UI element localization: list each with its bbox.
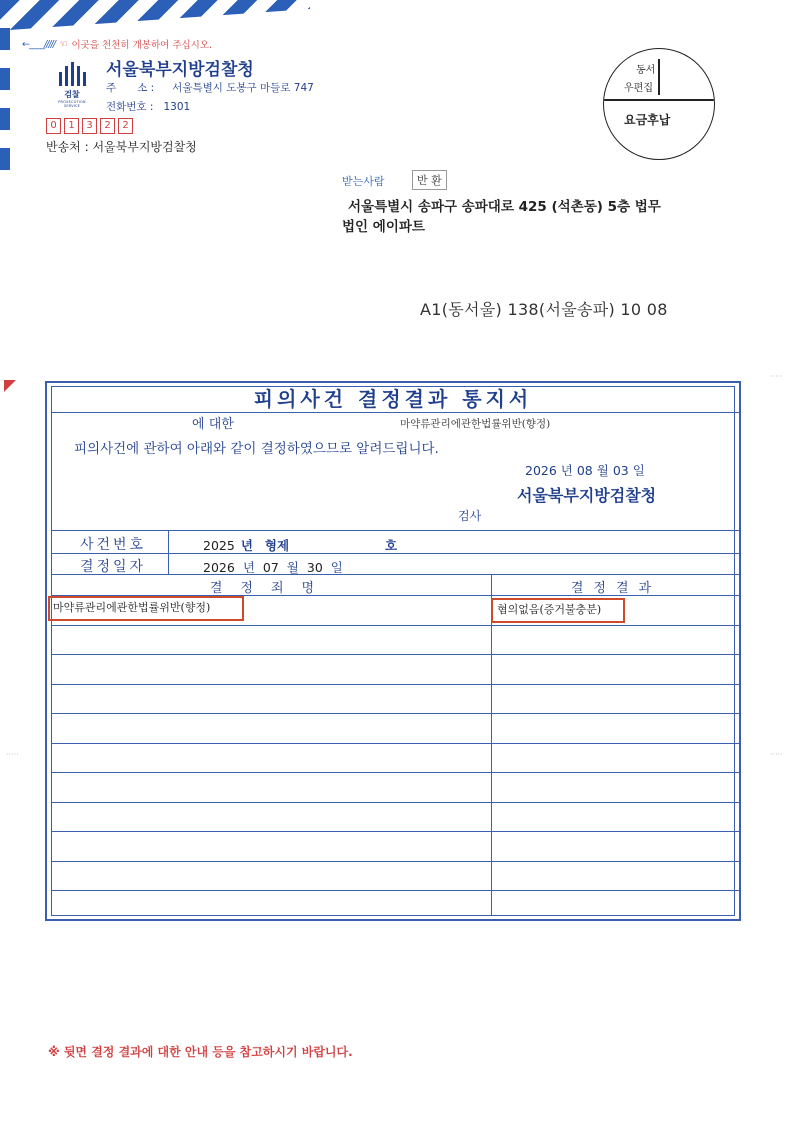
decision-date-label: 결정일자 (79, 559, 147, 575)
grid-line (51, 684, 741, 685)
logo-text: 검찰 (64, 90, 80, 99)
zip-digit: 2 (118, 118, 133, 134)
date-month: 08 (576, 463, 593, 478)
stamp-line1: 동서 (636, 65, 656, 76)
cut-line-icon: ←____///// (22, 38, 55, 50)
notice-title: 피의사건 결정결과 통지서 (253, 387, 533, 411)
return-address: 반송처 : 서울북부지방검찰청 (46, 140, 197, 154)
title-rule (51, 412, 741, 413)
zip-digit: 2 (100, 118, 115, 134)
zip-digit: 3 (82, 118, 97, 134)
prosecution-logo (50, 62, 94, 112)
issuer-name: 서울북부지방검찰청 (517, 486, 657, 505)
column-header-crime: 결정죄명 (209, 581, 333, 596)
prosecutor-label: 검사 (458, 509, 482, 523)
grid-line (51, 530, 741, 531)
date-day: 03 (612, 463, 629, 478)
grid-line (51, 743, 741, 744)
envelope-stripe-top (0, 0, 310, 30)
column-header-result: 결정결과 (570, 581, 662, 596)
routing-code: A1(동서울) 138(서울송파) 10 08 (420, 300, 668, 319)
case-number-unit: 호 (385, 538, 398, 553)
fold-mark-top: ····· (770, 372, 783, 381)
date-year: 2026 (525, 463, 557, 478)
date-month-unit: 월 (596, 463, 609, 478)
table-row-result: 혐의없음(증거불충분) (491, 598, 625, 623)
decision-month-unit: 월 (286, 560, 299, 575)
decision-day-unit: 일 (330, 560, 343, 575)
decision-day: 30 (306, 560, 323, 575)
logo-bars-icon (50, 62, 94, 86)
grid-line (51, 861, 741, 862)
table-row-crime: 마약류관리에관한법률위반(향정) (48, 596, 244, 621)
stamp-rule (604, 99, 714, 101)
grid-line (51, 890, 741, 891)
grid-line (51, 625, 741, 626)
sender-phone-value: 1301 (163, 101, 191, 113)
decision-year: 2026 (203, 560, 235, 575)
fold-mark-right: ····· (770, 750, 783, 759)
date-year-unit: 년 (560, 463, 573, 478)
regarding-suffix: 에 대한 (192, 417, 234, 432)
stamp-line2: 우편집 (624, 83, 653, 94)
corner-mark (4, 380, 16, 392)
recipient-address-line2: 법인 에이파트 (342, 219, 425, 235)
sender-address (106, 80, 314, 95)
recipient-label: 받는사람 (342, 175, 385, 188)
stamp-line3: 요금후납 (624, 113, 671, 127)
decision-month: 07 (262, 560, 279, 575)
decision-year-unit: 년 (242, 560, 255, 575)
hand-pointer-icon: ☜ (58, 38, 68, 50)
zip-digit: 1 (64, 118, 79, 134)
open-notice (22, 37, 212, 51)
regarding-crime: 마약류관리에관한법률위반(향정) (400, 418, 551, 430)
case-number-label: 사건번호 (79, 537, 147, 553)
grid-line (51, 713, 741, 714)
decision-date-value (203, 558, 351, 576)
postage-stamp (603, 48, 715, 160)
zip-code (46, 118, 133, 134)
notice-date (525, 461, 645, 479)
grid-line (51, 654, 741, 655)
grid-line (51, 831, 741, 832)
return-stamp: 반 환 (412, 170, 447, 190)
stamp-divider (658, 59, 660, 95)
case-year: 2025 (203, 538, 235, 553)
recipient-address-line1: 서울특별시 송파구 송파대로 425 (석촌동) 5층 법무 (348, 199, 661, 215)
grid-line (51, 772, 741, 773)
logo-subtext: PROSECUTION SERVICE (58, 100, 86, 108)
sender-address-label: 주 소 : (106, 82, 155, 94)
sender-phone-label: 전화번호 : (106, 101, 154, 113)
sender-name: 서울북부지방검찰청 (106, 60, 254, 80)
fold-mark-left: ····· (6, 750, 19, 759)
case-number-value (203, 536, 403, 554)
sender-address-value: 서울특별시 도봉구 마들로 747 (172, 82, 314, 94)
grid-line (168, 530, 169, 574)
footer-note: ※ 뒷면 결정 결과에 대한 안내 등을 참고하시기 바랍니다. (48, 1045, 353, 1059)
zip-digit: 0 (46, 118, 61, 134)
case-type: 형제 (264, 538, 290, 553)
sender-phone (106, 99, 190, 114)
grid-line (51, 802, 741, 803)
envelope-stripe-left (0, 28, 10, 178)
case-year-unit: 년 (240, 538, 253, 553)
notice-sentence: 피의사건에 관하여 아래와 같이 결정하였으므로 알려드립니다. (74, 441, 439, 457)
open-notice-text: 이곳을 천천히 개봉하여 주십시오. (71, 40, 213, 51)
date-day-unit: 일 (632, 463, 645, 478)
